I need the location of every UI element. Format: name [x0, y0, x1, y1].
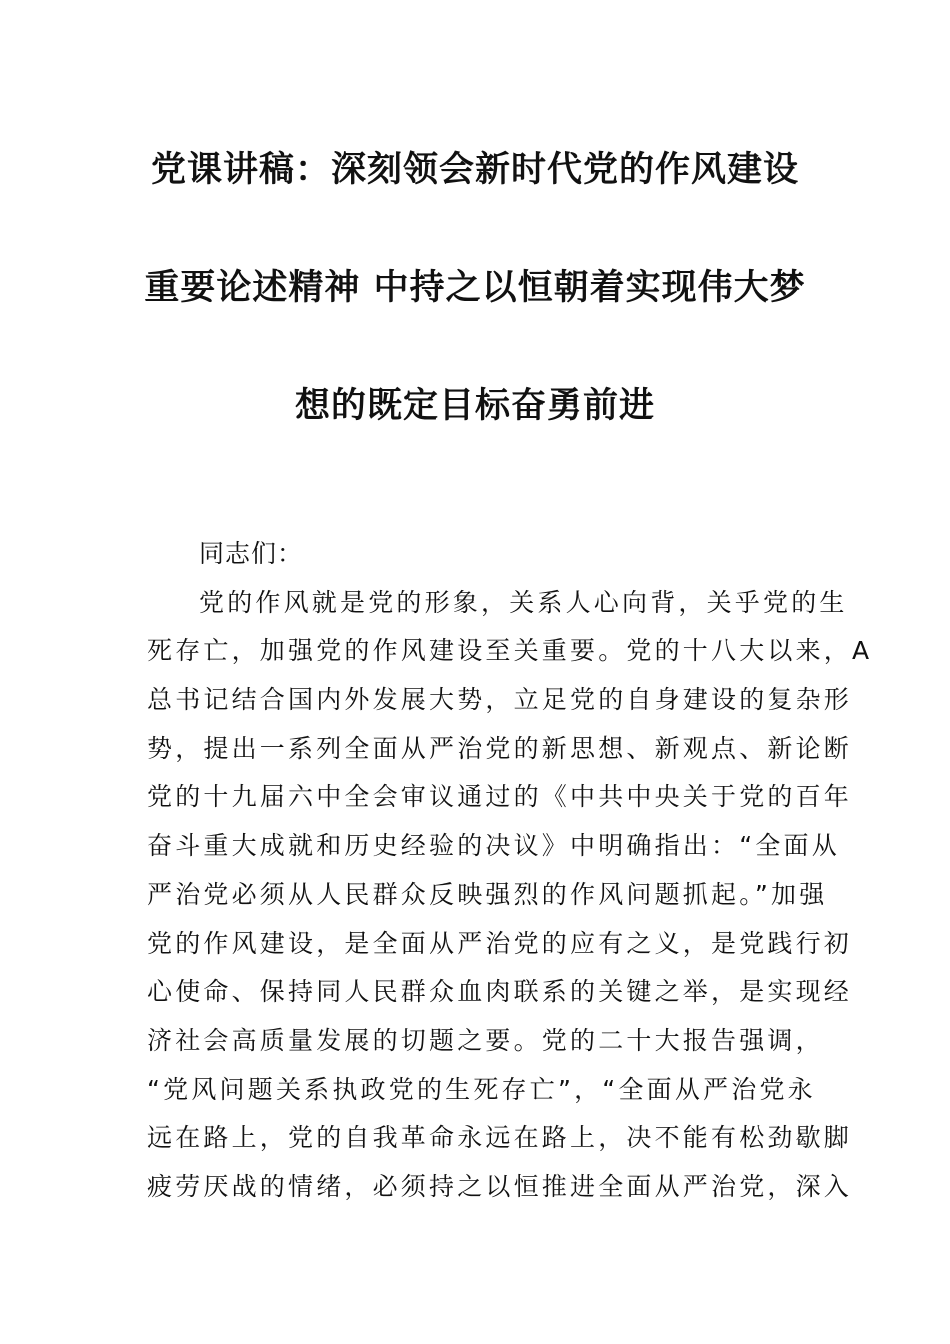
title-line-2: 重要论述精神 中持之以恒朝着实现伟大梦 — [144, 268, 806, 308]
paragraph-line: 党的十九届六中全会审议通过的《中共中央关于党的百年 — [147, 782, 853, 812]
paragraph-line: 总书记结合国内外发展大势，立足党的自身建设的复杂形 — [147, 685, 853, 715]
paragraph-line: 心使命、保持同人民群众血肉联系的关键之举，是实现经 — [147, 977, 853, 1007]
paragraph-line: 远在路上，党的自我革命永远在路上，决不能有松劲歇脚 — [147, 1123, 853, 1153]
paragraph-line: 疲劳厌战的情绪，必须持之以恒推进全面从严治党，深入 — [147, 1171, 853, 1201]
title-line-1: 党课讲稿：深刻领会新时代党的作风建设 — [150, 150, 799, 190]
paragraph-line: 济社会高质量发展的切题之要。党的二十大报告强调， — [147, 1025, 824, 1055]
paragraph-line: 势，提出一系列全面从严治党的新思想、新观点、新论断 — [147, 733, 853, 763]
paragraph-line: 死存亡，加强党的作风建设至关重要。党的十八大以来，A — [147, 636, 873, 666]
paragraph-line: “党风问题关系执政党的生死存亡”，“全面从严治党永 — [147, 1074, 816, 1104]
paragraph-line: 党的作风建设，是全面从严治党的应有之义，是党践行初 — [147, 928, 853, 958]
paragraph-line: 奋斗重大成就和历史经验的决议》中明确指出：“全面从 — [147, 831, 840, 861]
paragraph-line: 党的作风就是党的形象，关系人心向背，关乎党的生 — [199, 587, 848, 617]
document-body — [147, 530, 873, 1212]
greeting-line: 同志们： — [199, 539, 304, 568]
document-title — [140, 150, 810, 504]
paragraph-line: 严治党必须从人民群众反映强烈的作风问题抓起。”加强 — [147, 879, 828, 909]
title-line-3: 想的既定目标奋勇前进 — [294, 386, 655, 426]
